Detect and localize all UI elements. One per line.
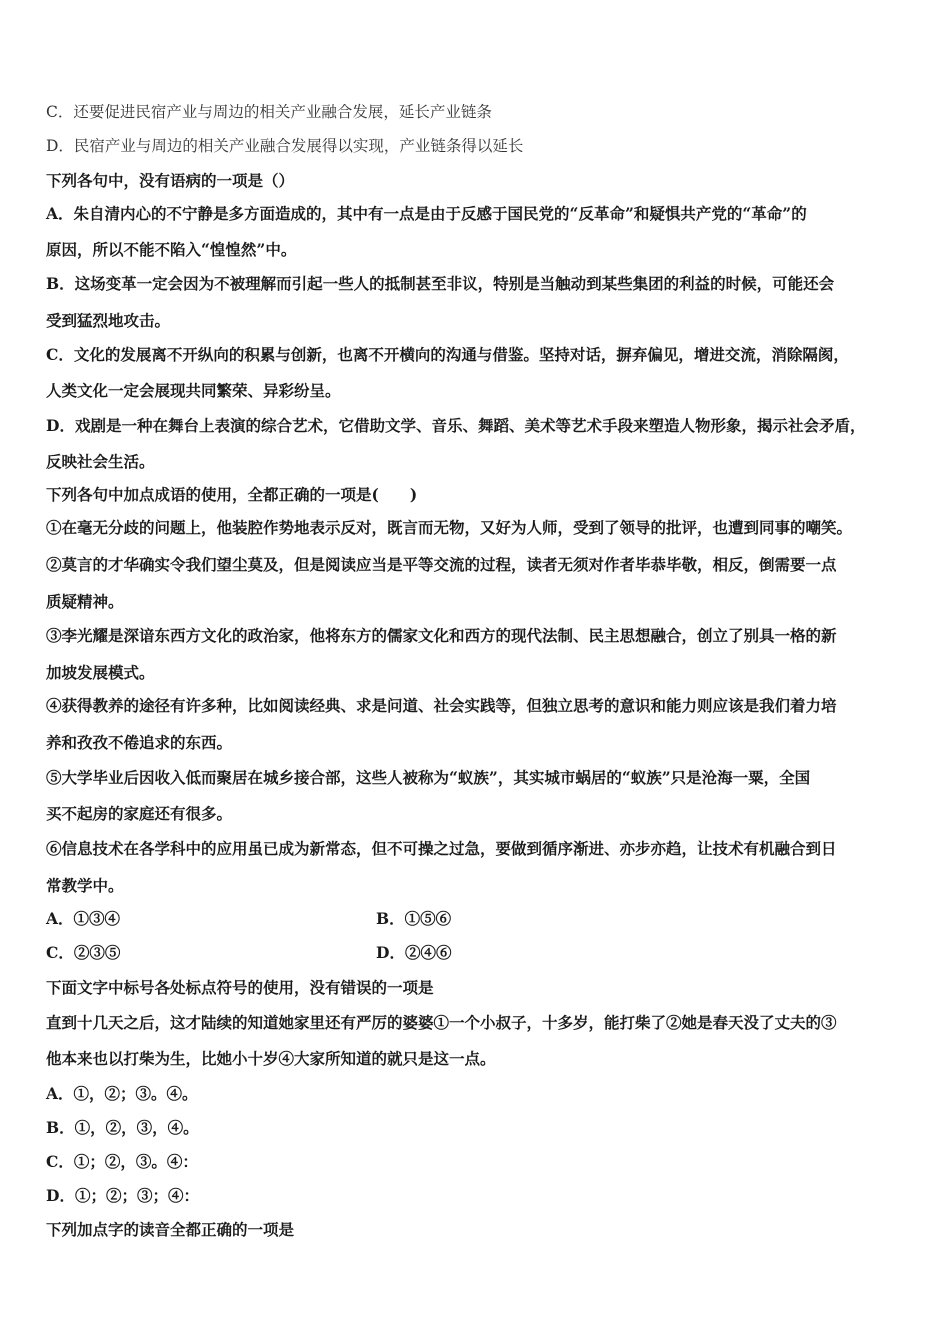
option-d-line-2: 反映社会生活。 [46, 452, 155, 471]
idiom-sentence-5-line-2: 买不起房的家庭还有很多。 [46, 804, 233, 823]
option-b-line-2: 受到猛烈地攻击。 [46, 311, 171, 330]
idiom-sentence-4-line-1: ④获得教养的途径有许多种，比如阅读经典、求是问道、社会实践等，但独立思考的意识和能力则应该是我们着力培 [46, 696, 837, 715]
punctuation-passage-line-2: 他本来也以打柴为生，比她小十岁④大家所知道的就只是这一点。 [46, 1049, 496, 1068]
option-b-line-1: B．这场变革一定会因为不被理解而引起一些人的抵制甚至非议，特别是当触动到某些集团的利益的时候，可能还会 [46, 274, 835, 293]
idiom-sentence-6-line-2: 常教学中。 [46, 876, 124, 895]
question-stem-idiom: 下列各句中加点成语的使用，全都正确的一项是( ) [46, 485, 418, 504]
idiom-option-d: D．②④⑥ [376, 943, 452, 962]
idiom-sentence-3-line-1: ③李光耀是深谙东西方文化的政治家，他将东方的儒家文化和西方的现代法制、民主思想融合，创立了别具一格的新 [46, 626, 837, 645]
option-c-line-1: C．文化的发展离不开纵向的积累与创新，也离不开横向的沟通与借鉴。坚持对话，摒弃偏见，增进交流，消除隔阂， [46, 345, 849, 364]
idiom-sentence-1: ①在毫无分歧的问题上，他装腔作势地表示反对，既言而无物，又好为人师，受到了领导的批评，也遭到同事的嘲笑。 [46, 518, 853, 537]
idiom-option-c: C．②③⑤ [46, 943, 121, 962]
idiom-option-b: B．①⑤⑥ [376, 909, 452, 928]
option-d-line-1: D．戏剧是一种在舞台上表演的综合艺术，它借助文学、音乐、舞蹈、美术等艺术手段来塑造人物形象，揭示社会矛盾， [46, 416, 866, 435]
idiom-option-a: A．①③④ [46, 909, 121, 928]
question-stem-sick-sentence: 下列各句中，没有语病的一项是（） [46, 171, 295, 190]
prev-option-c: C．还要促进民宿产业与周边的相关产业融合发展，延长产业链条 [46, 103, 492, 121]
idiom-sentence-2-line-1: ②莫言的才华确实令我们望尘莫及，但是阅读应当是平等交流的过程，读者无须对作者毕恭毕敬，相反，倒需要一点 [46, 555, 837, 574]
punctuation-option-b: B．①，②，③，④。 [46, 1118, 199, 1137]
question-stem-pronunciation: 下列加点字的读音全都正确的一项是 [46, 1220, 295, 1239]
option-a-line-2: 原因，所以不能不陷入“惶惶然”中。 [46, 240, 297, 259]
option-c-line-2: 人类文化一定会展现共同繁荣、异彩纷呈。 [46, 381, 341, 400]
prev-option-d: D．民宿产业与周边的相关产业融合发展得以实现，产业链条得以延长 [46, 137, 524, 155]
idiom-sentence-5-line-1: ⑤大学毕业后因收入低而聚居在城乡接合部，这些人被称为“蚁族”，其实城市蜗居的“蚁族”只是沧海一粟，全国 [46, 768, 811, 787]
punctuation-option-a: A．①，②；③。④。 [46, 1084, 198, 1103]
idiom-sentence-3-line-2: 加坡发展模式。 [46, 663, 155, 682]
option-a-line-1: A．朱自清内心的不宁静是多方面造成的，其中有一点是由于反感于国民党的“反革命”和疑惧共产党的“革命”的 [46, 204, 807, 223]
punctuation-option-d: D．①；②；③；④： [46, 1186, 199, 1205]
idiom-sentence-6-line-1: ⑥信息技术在各学科中的应用虽已成为新常态，但不可操之过急，要做到循序渐进、亦步亦趋，让技术有机融合到日 [46, 839, 837, 858]
punctuation-option-c: C．①；②，③。④： [46, 1152, 198, 1171]
punctuation-passage-line-1: 直到十几天之后，这才陆续的知道她家里还有严厉的婆婆①一个小叔子，十多岁，能打柴了②她是春天没了丈夫的③ [46, 1013, 837, 1032]
question-stem-punctuation: 下面文字中标号各处标点符号的使用，没有错误的一项是 [46, 978, 434, 997]
idiom-sentence-4-line-2: 养和孜孜不倦追求的东西。 [46, 733, 233, 752]
idiom-sentence-2-line-2: 质疑精神。 [46, 592, 124, 611]
